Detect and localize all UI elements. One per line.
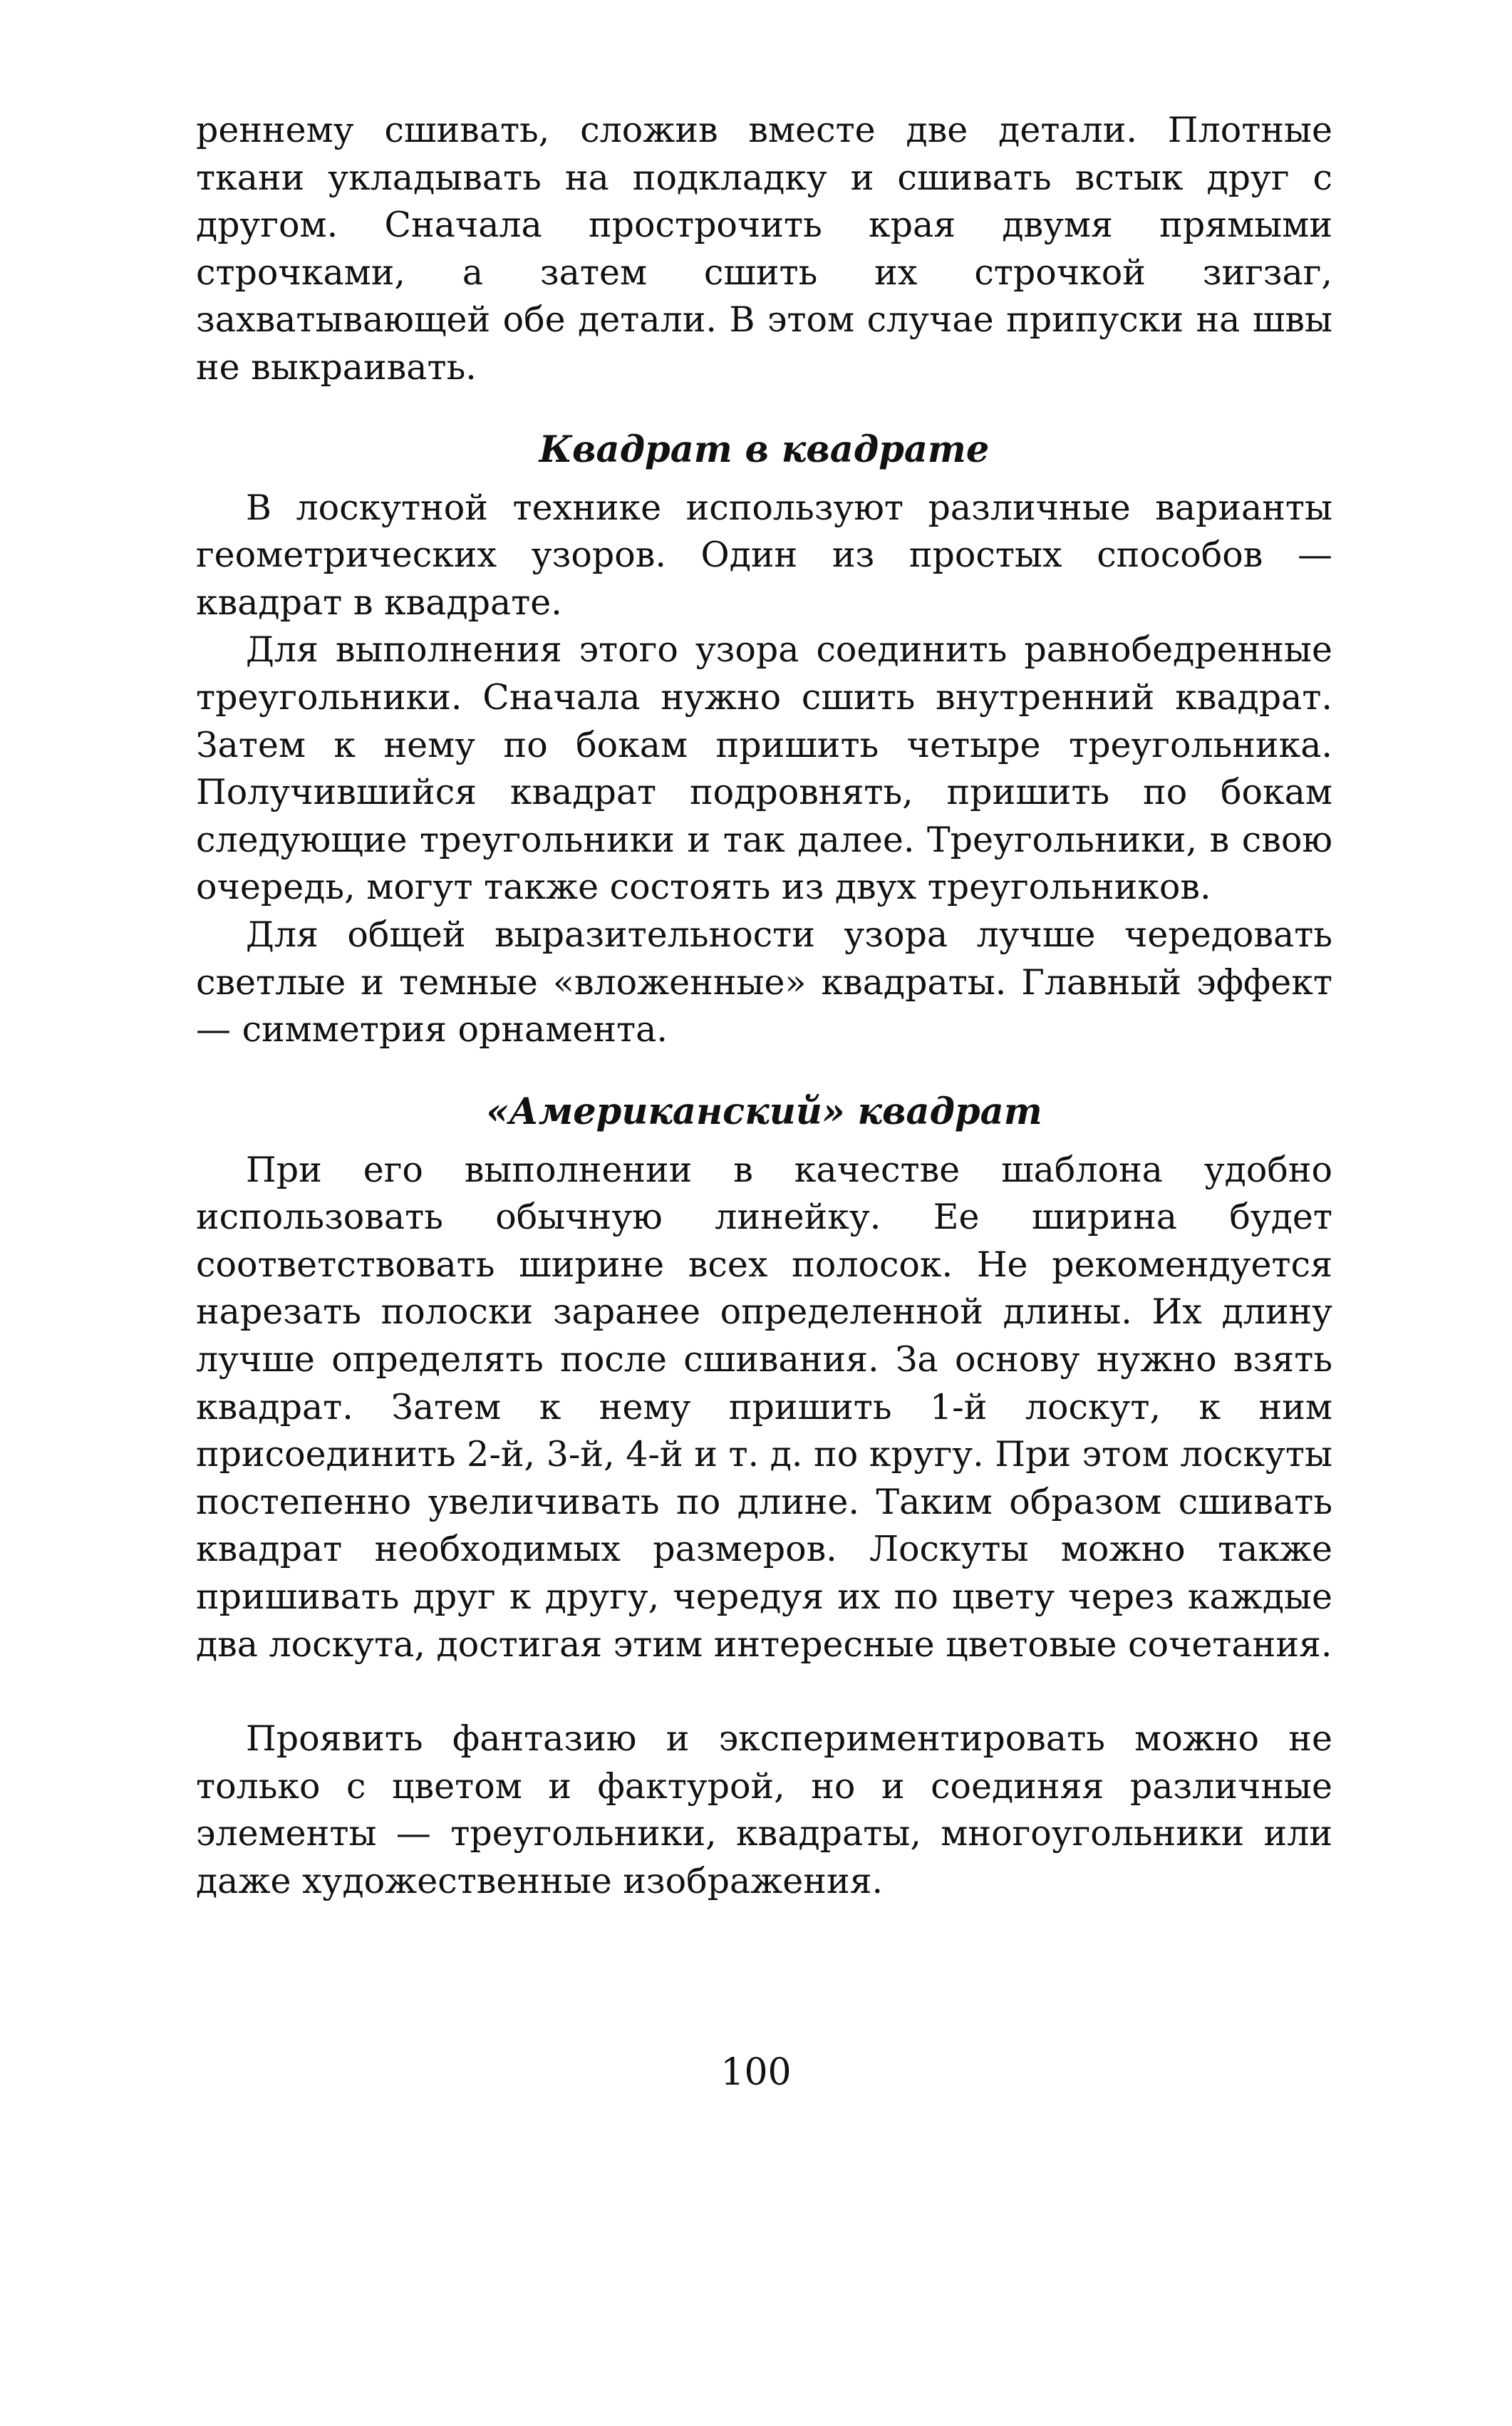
section-heading-square-in-square: Квадрат в квадрате bbox=[539, 428, 990, 471]
page-number: 100 bbox=[720, 2051, 792, 2094]
closing-paragraph: Проявить фантазию и экспериментировать можно не только с цветом и фактурой, но и соединяя различные элементы — треугольники, квадраты, многоугольники или даже художественные изображения. bbox=[196, 1718, 1332, 1901]
opening-paragraph: реннему сшивать, сложив вместе две детали. Плотные ткани укладывать на подкладку и сшивать встык друг с другом. Сначала прострочить края двумя прямыми строчками, а затем сшить их строчкой зигзаг, захватывающей обе детали. В этом случае припуски на швы не выкраивать. bbox=[196, 110, 1332, 388]
paragraph: Для выполнения этого узора соединить равнобедренные треугольники. Сначала нужно сшить внутренний квадрат. Затем к нему по бокам пришить четыре треугольника. Получившийся квадрат подровнять, пришить по бокам следующие треугольники и так далее. Треугольники, в свою очередь, могут также состоять из двух треугольников. bbox=[196, 629, 1332, 908]
paragraph: Для общей выразительности узора лучше чередовать светлые и темные «вложенные» квадраты. Главный эффект — симметрия орнамента. bbox=[196, 914, 1332, 1051]
paragraph: В лоскутной технике используют различные варианты геометрических узоров. Один из простых способов — квадрат в квадрате. bbox=[196, 487, 1332, 623]
book-page bbox=[196, 107, 1332, 1906]
section-heading-american-square: «Американский» квадрат bbox=[486, 1090, 1042, 1133]
paragraph: При его выполнении в качестве шаблона удобно использовать обычную линейку. Ее ширина будет соответствовать ширине всех полосок. Не рекомендуется нарезать полоски заранее определенной длины. Их длину лучше определять после сшивания. За основу нужно взять квадрат. Затем к нему пришить 1-й лоскут, к ним присоединить 2-й, 3-й, 4-й и т. д. по кругу. При этом лоскуты постепенно увеличивать по длине. Таким образом сшивать квадрат необходимых размеров. Лоскуты можно также пришивать друг к другу, чередуя их по цвету через каждые два лоскута, достигая этим интересные цветовые сочетания. bbox=[196, 1149, 1332, 1665]
